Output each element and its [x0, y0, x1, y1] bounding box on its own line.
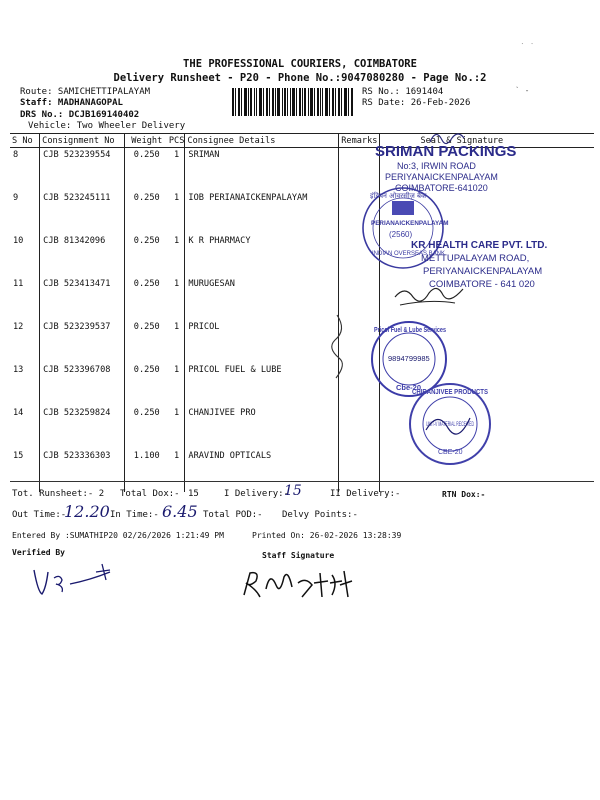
col-sno: S No — [10, 134, 40, 148]
row-pcs: 1 — [174, 193, 180, 203]
staff-signature-label: Staff Signature — [262, 551, 335, 560]
rs-date: RS Date: 26-Feb-2026 — [362, 98, 471, 108]
row-pcs: 1 — [174, 279, 180, 289]
col-consignment: Consignment No — [40, 134, 124, 148]
total-dox-value: 15 — [188, 489, 199, 499]
in-time-label: In Time:- — [110, 510, 159, 520]
i-delivery-label: I Delivery:- — [224, 489, 290, 499]
row-sno: 9 — [13, 193, 19, 203]
out-time-label: Out Time:- — [12, 510, 67, 520]
row-weight: 0.250 — [124, 406, 169, 449]
row-consignee: IOB PERIANAICKENPALAYAM — [185, 191, 339, 234]
row-consignment: CJB 523396708 — [40, 363, 124, 406]
row-consignment: CJB 523259824 — [40, 406, 124, 449]
ii-delivery-label: II Delivery:- — [330, 489, 401, 499]
iob-branch: PERIANAICKENPALAYAM — [371, 220, 449, 227]
rtn-dox-label: RTN Dox:- — [442, 490, 486, 499]
row-consignment: CJB 523336303 — [40, 449, 124, 492]
sriman-line3: COIMBATORE-641020 — [395, 183, 488, 193]
row-consignment: CJB 523245111 — [40, 191, 124, 234]
row-sno: 13 — [13, 365, 24, 375]
col-seal: Seal & Signature — [380, 134, 594, 148]
rs-number: RS No.: 1691404 — [362, 87, 444, 97]
row-weight: 1.100 — [124, 449, 169, 492]
col-pcs: PCS — [168, 135, 185, 146]
row-consignment: CJB 523413471 — [40, 277, 124, 320]
row-remarks — [339, 449, 380, 492]
row-pcs: 1 — [174, 365, 180, 375]
row-consignee: K R PHARMACY — [185, 234, 339, 277]
row-sno: 14 — [13, 408, 24, 418]
murugesan-signature — [390, 275, 470, 315]
health-line1: KR HEALTH CARE PVT. LTD. — [411, 240, 548, 251]
drs-number: DRS No.: DCJB169140402 — [20, 110, 140, 120]
row-consignee: PRICOL FUEL & LUBE — [185, 363, 339, 406]
row-weight: 0.250 — [124, 320, 169, 363]
row-remarks — [339, 406, 380, 449]
vehicle-label: Vehicle: Two Wheeler Delivery — [28, 121, 186, 131]
row-consignee: MURUGESAN — [185, 277, 339, 320]
row-sno: 15 — [13, 451, 24, 461]
verified-by-label: Verified By — [12, 548, 65, 557]
table-row — [10, 320, 594, 363]
health-line4: COIMBATORE - 641 020 — [429, 279, 535, 290]
row-pcs: 1 — [174, 150, 180, 160]
row-weight: 0.250 — [124, 277, 169, 320]
scan-mark: ˋ - — [515, 86, 530, 95]
row-sno: 10 — [13, 236, 24, 246]
col-remarks: Remarks — [339, 134, 380, 148]
entered-by: Entered By :SUMATHIP20 02/26/2026 1:21:49 PM — [12, 531, 224, 540]
row-consignee: ARAVIND OPTICALS — [185, 449, 339, 492]
pricol-code: Cbe-20 — [396, 383, 422, 392]
pricol-signature — [325, 312, 355, 382]
col-consignee: Consignee Details — [185, 134, 339, 148]
row-sno: 12 — [13, 322, 24, 332]
health-line2: METTUPALAYAM ROAD, — [421, 253, 530, 264]
table-row — [10, 191, 594, 234]
pricol-phone: 9894799985 — [388, 354, 430, 363]
runsheet-subtitle: Delivery Runsheet - P20 - Phone No.:9047080280 - Page No.:2 — [113, 72, 487, 84]
barcode-image — [232, 88, 354, 116]
table-bottom-rule — [10, 481, 594, 482]
row-consignee: CHANJIVEE PRO — [185, 406, 339, 449]
staff-signature — [240, 565, 380, 603]
row-sno: 8 — [13, 150, 19, 160]
pricol-ring-text: Pricol Fuel & Lube Services — [374, 325, 446, 334]
staff-label: Staff: MADHANAGOPAL — [20, 98, 123, 108]
row-pcs: 1 — [174, 322, 180, 332]
total-dox-label: Total Dox:- — [120, 489, 180, 499]
tot-runsheet: Tot. Runsheet:- 2 — [12, 489, 105, 499]
chan-code: CBE-20 — [438, 449, 463, 456]
row-weight: 0.250 — [124, 234, 169, 277]
table-row — [10, 406, 594, 449]
row-pcs: 1 — [174, 451, 180, 461]
chan-center-text: UNIT-V MATERIAL RECEIVED — [426, 421, 475, 428]
sriman-line1: No:3, IRWIN ROAD — [397, 161, 476, 171]
bank-logo-icon — [392, 201, 414, 215]
delvy-points-label: Delvy Points:- — [282, 510, 358, 520]
health-line3: PERIYANAICKENPALAYAM — [423, 266, 543, 277]
sriman-line2: PERIYANAICKENPALAYAM — [385, 172, 498, 182]
in-time-handwritten: 6.45 — [162, 502, 198, 521]
row-sno: 11 — [13, 279, 24, 289]
iob-code: (2560) — [389, 230, 413, 239]
company-title: THE PROFESSIONAL COURIERS, COIMBATORE — [183, 58, 417, 70]
iob-bottom-text: INDIAN OVERSEAS BANK — [372, 251, 446, 257]
table-row — [10, 449, 594, 492]
row-weight: 0.250 — [124, 148, 169, 192]
row-pcs: 1 — [174, 236, 180, 246]
row-pcs: 1 — [174, 408, 180, 418]
row-consignee: SRIMAN — [185, 148, 339, 192]
total-pod-label: Total POD:- — [203, 510, 263, 520]
iob-top-text: इंडियन ओवरसीज़ बैंक — [370, 192, 427, 200]
row-consignment: CJB 523239537 — [40, 320, 124, 363]
scan-mark: ˑ ˑ — [520, 40, 535, 49]
chan-ring-text: CHIRANJIVEE PRODUCTS — [412, 389, 489, 396]
col-weight: Weight — [124, 134, 169, 148]
row-consignment: CJB 81342096 — [40, 234, 124, 277]
sriman-title: SRIMAN PACKINGS — [375, 143, 517, 160]
row-consignment: CJB 523239554 — [40, 148, 124, 192]
verifier-signature — [30, 560, 130, 600]
printed-on: Printed On: 26-02-2026 13:28:39 — [252, 531, 402, 540]
row-weight: 0.250 — [124, 191, 169, 234]
table-row — [10, 363, 594, 406]
chiranjivee-seal — [404, 378, 496, 470]
out-time-handwritten: 12.20 — [64, 502, 110, 521]
row-consignee: PRICOL — [185, 320, 339, 363]
i-delivery-handwritten: 15 — [284, 483, 302, 499]
route-label: Route: SAMICHETTIPALAYAM — [20, 87, 151, 97]
row-weight: 0.250 — [124, 363, 169, 406]
